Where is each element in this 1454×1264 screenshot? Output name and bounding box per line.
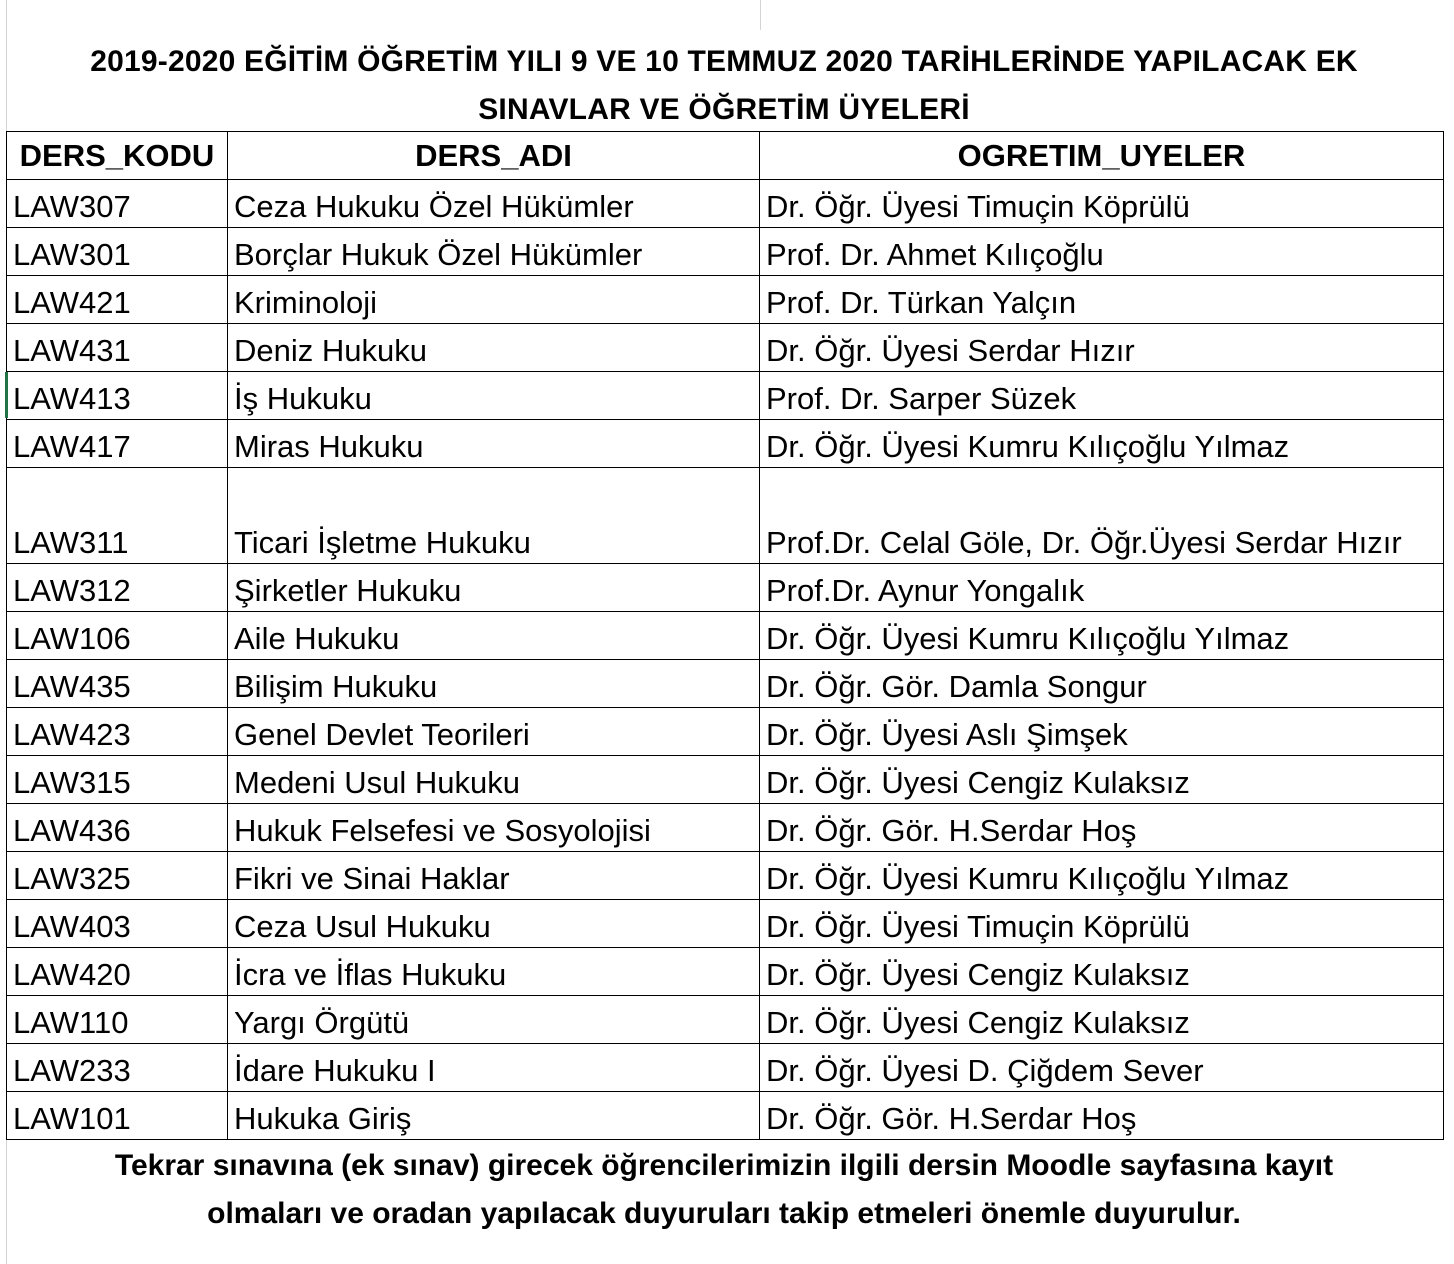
cell-course[interactable]: Ceza Usul Hukuku (228, 900, 760, 948)
table-row (7, 420, 1444, 468)
cell-course[interactable]: Bilişim Hukuku (228, 660, 760, 708)
cell-instructor[interactable]: Dr. Öğr. Gör. Damla Songur (760, 660, 1444, 708)
cell-course[interactable]: Genel Devlet Teorileri (228, 708, 760, 756)
announcement-note (0, 1142, 1448, 1238)
cell-instructor[interactable]: Prof. Dr. Ahmet Kılıçoğlu (760, 228, 1444, 276)
cell-code[interactable]: LAW421 (7, 276, 228, 324)
cell-code[interactable]: LAW431 (7, 324, 228, 372)
table-header-row (7, 132, 1444, 180)
cell-course[interactable]: Aile Hukuku (228, 612, 760, 660)
sheet-gridline (760, 0, 761, 30)
header-ders-adi[interactable]: DERS_ADI (228, 132, 760, 180)
cell-course[interactable]: Medeni Usul Hukuku (228, 756, 760, 804)
cell-instructor[interactable]: Dr. Öğr. Üyesi Aslı Şimşek (760, 708, 1444, 756)
cell-instructor[interactable]: Dr. Öğr. Üyesi Kumru Kılıçoğlu Yılmaz (760, 420, 1444, 468)
footer-line-2: olmaları ve oradan yapılacak duyuruları takip etmeleri önemle duyurulur. (207, 1197, 1241, 1230)
footer-line-1: Tekrar sınavına (ek sınav) girecek öğrencilerimizin ilgili dersin Moodle sayfasına kayıt (114, 1149, 1334, 1182)
cell-instructor[interactable]: Dr. Öğr. Üyesi Timuçin Köprülü (760, 900, 1444, 948)
cell-code[interactable]: LAW325 (7, 852, 228, 900)
cell-instructor[interactable]: Dr. Öğr. Üyesi Timuçin Köprülü (760, 180, 1444, 228)
table-row (7, 756, 1444, 804)
cell-course[interactable]: Şirketler Hukuku (228, 564, 760, 612)
table-row (7, 948, 1444, 996)
table-row (7, 900, 1444, 948)
cell-code[interactable]: LAW417 (7, 420, 228, 468)
cell-code[interactable]: LAW106 (7, 612, 228, 660)
cell-instructor[interactable]: Dr. Öğr. Üyesi Kumru Kılıçoğlu Yılmaz (760, 852, 1444, 900)
cell-course[interactable]: Deniz Hukuku (228, 324, 760, 372)
active-cell-marker (5, 372, 8, 418)
header-ogretim-uyeler[interactable]: OGRETIM_UYELER (760, 132, 1444, 180)
cell-course[interactable]: Yargı Örgütü (228, 996, 760, 1044)
cell-instructor[interactable]: Dr. Öğr. Üyesi Kumru Kılıçoğlu Yılmaz (760, 612, 1444, 660)
cell-course[interactable]: Hukuka Giriş (228, 1092, 760, 1140)
table-row (7, 468, 1444, 564)
cell-code[interactable]: LAW403 (7, 900, 228, 948)
cell-instructor[interactable]: Dr. Öğr. Gör. H.Serdar Hoş (760, 804, 1444, 852)
cell-instructor[interactable]: Dr. Öğr. Üyesi Cengiz Kulaksız (760, 996, 1444, 1044)
table-row (7, 324, 1444, 372)
table-row (7, 276, 1444, 324)
cell-course[interactable]: Ceza Hukuku Özel Hükümler (228, 180, 760, 228)
cell-instructor[interactable]: Dr. Öğr. Üyesi Serdar Hızır (760, 324, 1444, 372)
cell-instructor[interactable]: Prof. Dr. Sarper Süzek (760, 372, 1444, 420)
header-ders-kodu[interactable]: DERS_KODU (7, 132, 228, 180)
cell-code[interactable]: LAW420 (7, 948, 228, 996)
table-row (7, 852, 1444, 900)
cell-instructor[interactable]: Prof.Dr. Celal Göle, Dr. Öğr.Üyesi Serdar Hızır (760, 468, 1444, 564)
table-row (7, 804, 1444, 852)
cell-instructor[interactable]: Prof.Dr. Aynur Yongalık (760, 564, 1444, 612)
cell-code[interactable]: LAW101 (7, 1092, 228, 1140)
table-row (7, 228, 1444, 276)
cell-code[interactable]: LAW436 (7, 804, 228, 852)
cell-course[interactable]: Ticari İşletme Hukuku (228, 468, 760, 564)
cell-course[interactable]: Hukuk Felsefesi ve Sosyolojisi (228, 804, 760, 852)
table-row (7, 660, 1444, 708)
cell-course[interactable]: İş Hukuku (228, 372, 760, 420)
table-row (7, 1092, 1444, 1140)
cell-course[interactable]: İdare Hukuku I (228, 1044, 760, 1092)
table-row (7, 372, 1444, 420)
table-row (7, 708, 1444, 756)
table-row (7, 180, 1444, 228)
cell-course[interactable]: Fikri ve Sinai Haklar (228, 852, 760, 900)
title-line-1: 2019-2020 EĞİTİM ÖĞRETİM YILI 9 VE 10 TEMMUZ 2020 TARİHLERİNDE YAPILACAK EK (90, 45, 1358, 78)
cell-code[interactable]: LAW423 (7, 708, 228, 756)
cell-instructor[interactable]: Dr. Öğr. Üyesi D. Çiğdem Sever (760, 1044, 1444, 1092)
cell-code[interactable]: LAW110 (7, 996, 228, 1044)
cell-instructor[interactable]: Prof. Dr. Türkan Yalçın (760, 276, 1444, 324)
cell-instructor[interactable]: Dr. Öğr. Üyesi Cengiz Kulaksız (760, 756, 1444, 804)
cell-course[interactable]: Kriminoloji (228, 276, 760, 324)
cell-code[interactable]: LAW307 (7, 180, 228, 228)
cell-code[interactable]: LAW233 (7, 1044, 228, 1092)
cell-code[interactable]: LAW312 (7, 564, 228, 612)
cell-code[interactable]: LAW301 (7, 228, 228, 276)
cell-course[interactable]: Borçlar Hukuk Özel Hükümler (228, 228, 760, 276)
cell-instructor[interactable]: Dr. Öğr. Üyesi Cengiz Kulaksız (760, 948, 1444, 996)
title-line-2: SINAVLAR VE ÖĞRETİM ÜYELERİ (478, 93, 970, 126)
cell-code[interactable]: LAW315 (7, 756, 228, 804)
table-row (7, 612, 1444, 660)
table-row (7, 1044, 1444, 1092)
cell-course[interactable]: Miras Hukuku (228, 420, 760, 468)
cell-code[interactable]: LAW413 (7, 372, 228, 420)
cell-instructor[interactable]: Dr. Öğr. Gör. H.Serdar Hoş (760, 1092, 1444, 1140)
exam-table (6, 131, 1444, 1140)
table-row (7, 564, 1444, 612)
page-title (0, 38, 1448, 134)
table-row (7, 996, 1444, 1044)
cell-course[interactable]: İcra ve İflas Hukuku (228, 948, 760, 996)
cell-code[interactable]: LAW311 (7, 468, 228, 564)
cell-code[interactable]: LAW435 (7, 660, 228, 708)
